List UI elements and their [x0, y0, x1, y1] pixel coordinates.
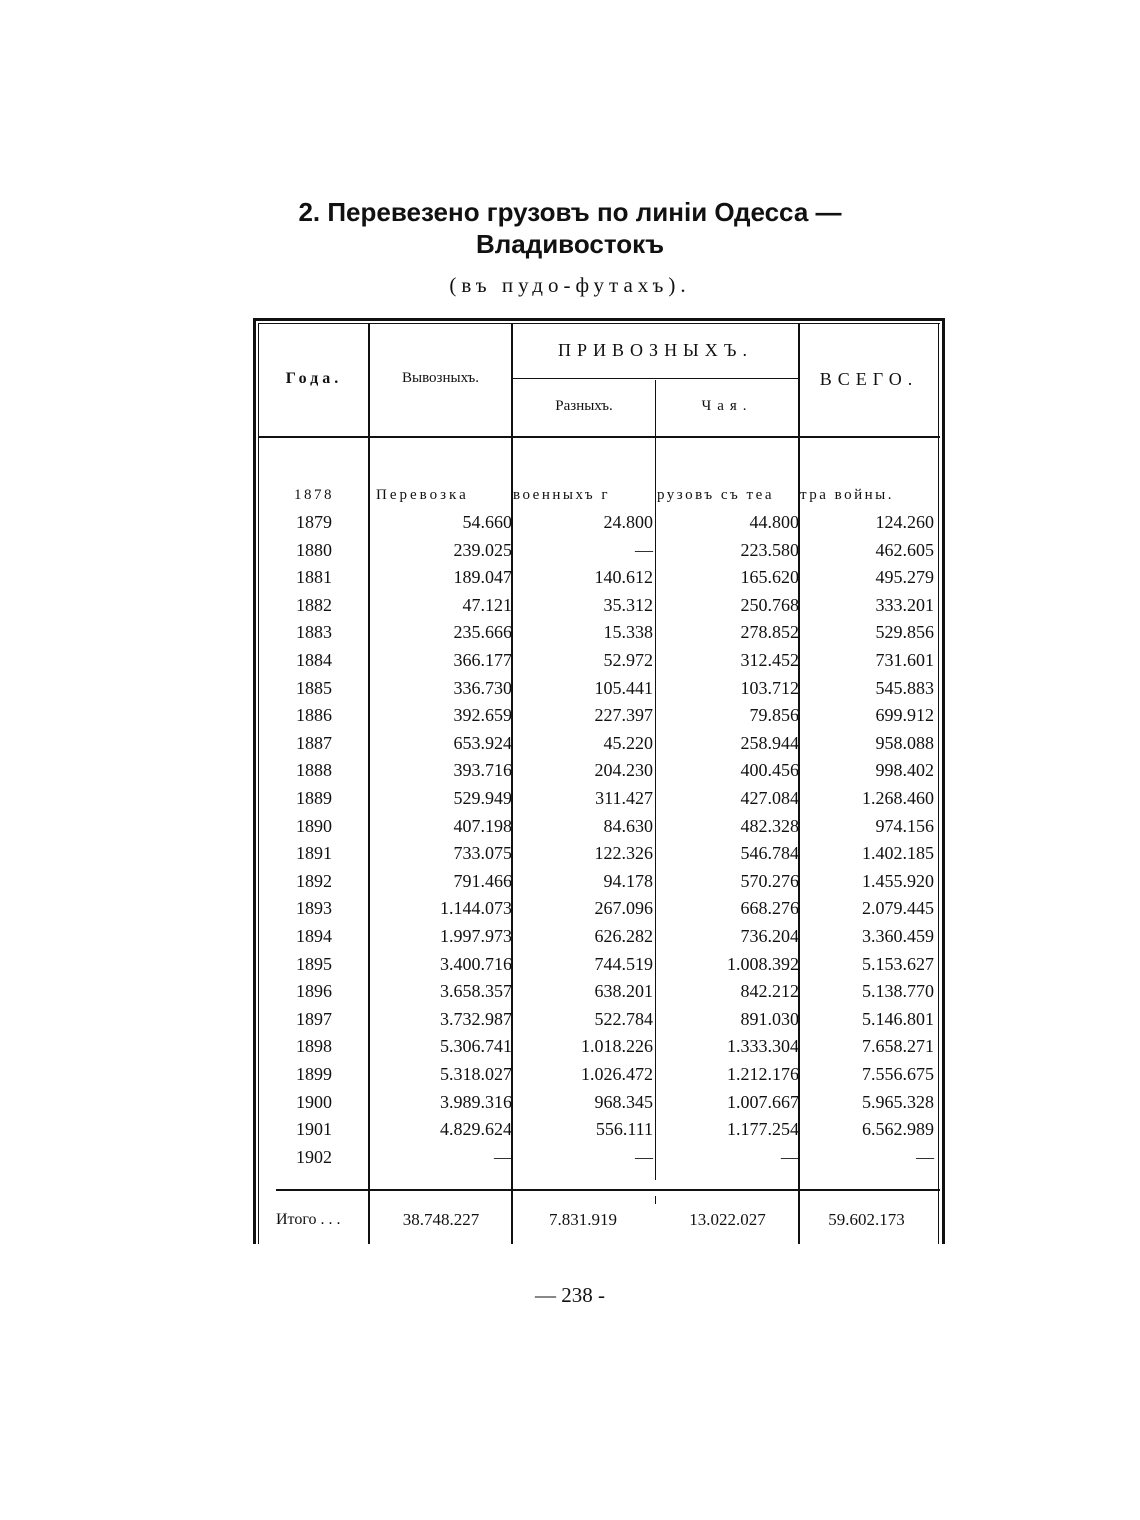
import-tea-cell: 736.204: [740, 926, 799, 946]
export-cell: 336.730: [453, 678, 512, 698]
header-bottom-rule: [258, 436, 940, 438]
export-cell: 1.997.973: [440, 926, 512, 946]
import-tea-cell: 570.276: [740, 871, 799, 891]
import-misc-cell: 84.630: [603, 816, 653, 836]
page-title-line-2: Владивостокъ: [475, 229, 665, 259]
import-misc-cell: 122.326: [594, 843, 653, 863]
import-tea-cell: —: [781, 1147, 799, 1167]
table-row: [256, 867, 942, 895]
year-cell: 1896: [296, 981, 332, 1001]
import-tea-cell: 1.212.176: [727, 1064, 799, 1084]
total-cell: 1.268.460: [862, 788, 934, 808]
export-cell: 529.949: [453, 788, 512, 808]
total-cell: 495.279: [875, 567, 934, 587]
table-row: [256, 674, 942, 702]
total-cell: 5.138.770: [862, 981, 934, 1001]
table-row: [256, 1115, 942, 1143]
import-misc-cell: 1.018.226: [581, 1036, 653, 1056]
year-cell: 1879: [296, 512, 332, 532]
year-cell: 1889: [296, 788, 332, 808]
import-misc-cell: 311.427: [595, 788, 653, 808]
note-segment-4: тра войны.: [800, 487, 895, 503]
header-import-group: ПРИВОЗНЫХЪ.: [558, 340, 753, 360]
total-cell: 1.455.920: [862, 871, 934, 891]
import-misc-cell: 204.230: [594, 760, 653, 780]
year-cell: 1888: [296, 760, 332, 780]
export-cell: 393.716: [453, 760, 512, 780]
import-tea-cell: 842.212: [740, 981, 799, 1001]
year-cell: 1880: [296, 540, 332, 560]
export-cell: 733.075: [453, 843, 512, 863]
export-cell: 392.659: [453, 705, 512, 725]
export-cell: 239.025: [453, 540, 512, 560]
table-row: [256, 508, 942, 536]
year-cell: 1898: [296, 1036, 332, 1056]
year-cell: 1884: [296, 650, 332, 670]
total-cell: 7.556.675: [862, 1064, 934, 1084]
import-tea-cell: 103.712: [740, 678, 799, 698]
import-tea-cell: 79.856: [749, 705, 799, 725]
import-tea-cell: 278.852: [740, 622, 799, 642]
year-cell: 1885: [296, 678, 332, 698]
export-cell: 235.666: [453, 622, 512, 642]
import-tea-cell: 891.030: [740, 1009, 799, 1029]
year-cell: 1901: [296, 1119, 332, 1139]
import-misc-cell: 15.338: [603, 622, 653, 642]
import-tea-cell: 312.452: [740, 650, 799, 670]
import-misc-cell: 522.784: [594, 1009, 653, 1029]
import-misc-cell: 227.397: [594, 705, 653, 725]
total-cell: 731.601: [875, 650, 934, 670]
page-number: — 238 -: [535, 1283, 605, 1307]
total-cell: 5.965.328: [862, 1092, 934, 1112]
total-cell: 7.658.271: [862, 1036, 934, 1056]
import-tea-cell: 1.333.304: [727, 1036, 799, 1056]
table-row: [256, 756, 942, 784]
table-top-border: [253, 318, 945, 321]
year-cell: 1882: [296, 595, 332, 615]
import-misc-cell: 556.111: [595, 1119, 653, 1139]
table-row: [256, 1088, 942, 1116]
year-cell: 1883: [296, 622, 332, 642]
import-tea-cell: 1.007.667: [727, 1092, 799, 1112]
table-row: [256, 839, 942, 867]
import-misc-cell: 1.026.472: [581, 1064, 653, 1084]
note-segment-2: военныхъ г: [513, 487, 611, 503]
total-cell: 699.912: [875, 705, 934, 725]
export-cell: 3.400.716: [440, 954, 512, 974]
import-misc-cell: 626.282: [594, 926, 653, 946]
import-tea-cell: 1.177.254: [727, 1119, 799, 1139]
year-cell: 1892: [296, 871, 332, 891]
total-cell: 974.156: [875, 816, 934, 836]
total-cell: 6.562.989: [862, 1119, 934, 1139]
table-row: [256, 536, 942, 564]
year-cell: 1899: [296, 1064, 332, 1084]
year-cell: 1897: [296, 1009, 332, 1029]
import-misc-cell: —: [635, 1147, 653, 1167]
total-cell: 529.856: [875, 622, 934, 642]
import-misc-cell: 968.345: [594, 1092, 653, 1112]
export-cell: 3.658.357: [440, 981, 512, 1001]
import-tea-cell: 44.800: [749, 512, 799, 532]
year-cell: 1895: [296, 954, 332, 974]
note-segment-3: рузовъ съ теа: [657, 487, 775, 503]
column-divider-misc-lower: [655, 1196, 656, 1204]
table-row: [256, 784, 942, 812]
import-tea-cell: 482.328: [740, 816, 799, 836]
export-cell: 3.989.316: [440, 1092, 512, 1112]
import-misc-cell: 744.519: [594, 954, 653, 974]
import-tea-cell: 427.084: [740, 788, 799, 808]
import-tea-cell: 400.456: [740, 760, 799, 780]
export-cell: 5.318.027: [440, 1064, 512, 1084]
import-misc-cell: 94.178: [603, 871, 653, 891]
table-row: [256, 950, 942, 978]
totals-tea: 13.022.027: [689, 1210, 766, 1229]
import-misc-cell: 638.201: [594, 981, 653, 1001]
totals-row: [256, 1206, 942, 1234]
table-row: [256, 618, 942, 646]
year-cell: 1886: [296, 705, 332, 725]
export-cell: 1.144.073: [440, 898, 512, 918]
year-cell: 1887: [296, 733, 332, 753]
import-misc-cell: 267.096: [594, 898, 653, 918]
total-cell: 958.088: [875, 733, 934, 753]
table-row-1878: [256, 481, 942, 509]
year-cell: 1878: [294, 487, 334, 503]
import-misc-cell: 35.312: [603, 595, 653, 615]
import-misc-cell: 52.972: [603, 650, 653, 670]
table-row: [256, 894, 942, 922]
total-cell: 1.402.185: [862, 843, 934, 863]
import-misc-cell: —: [635, 540, 653, 560]
export-cell: 54.660: [462, 512, 512, 532]
header-year: Года.: [285, 370, 343, 387]
year-cell: 1890: [296, 816, 332, 836]
totals-total: 59.602.173: [828, 1210, 905, 1229]
header-import-tea: Чая.: [701, 398, 753, 414]
import-tea-cell: 258.944: [740, 733, 799, 753]
header-export: Вывозныхъ.: [401, 370, 480, 386]
export-cell: 3.732.987: [440, 1009, 512, 1029]
header-total: ВСЕГО.: [819, 369, 919, 389]
export-cell: 4.829.624: [440, 1119, 512, 1139]
import-tea-cell: 546.784: [740, 843, 799, 863]
total-cell: 545.883: [875, 678, 934, 698]
total-cell: 5.153.627: [862, 954, 934, 974]
import-tea-cell: 165.620: [740, 567, 799, 587]
totals-export: 38.748.227: [402, 1210, 480, 1229]
totals-rule: [276, 1189, 940, 1191]
export-cell: 407.198: [453, 816, 512, 836]
table-row: [256, 1143, 942, 1171]
table-row: [256, 922, 942, 950]
total-cell: 998.402: [875, 760, 934, 780]
total-cell: 2.079.445: [862, 898, 934, 918]
note-segment-1: Перевозка: [376, 487, 469, 503]
table-row: [256, 729, 942, 757]
import-misc-cell: 140.612: [594, 567, 653, 587]
import-tea-cell: 250.768: [740, 595, 799, 615]
totals-label: Итого . . .: [276, 1211, 341, 1228]
total-cell: 462.605: [875, 540, 934, 560]
year-cell: 1902: [296, 1147, 332, 1167]
year-cell: 1900: [296, 1092, 332, 1112]
page-title-line-1: 2. Перевезено грузовъ по линіи Одесса —: [298, 197, 842, 227]
import-tea-cell: 668.276: [740, 898, 799, 918]
totals-misc: 7.831.919: [549, 1210, 617, 1229]
table-row: [256, 1060, 942, 1088]
import-misc-cell: 45.220: [603, 733, 653, 753]
table-subtitle: (въ пудо-футахъ).: [449, 273, 691, 297]
import-misc-cell: 24.800: [603, 512, 653, 532]
total-cell: 5.146.801: [862, 1009, 934, 1029]
import-tea-cell: 1.008.392: [727, 954, 799, 974]
table-row: [256, 591, 942, 619]
year-cell: 1881: [296, 567, 332, 587]
table-row: [256, 1005, 942, 1033]
table-row: [256, 646, 942, 674]
header-import-misc: Разныхъ.: [555, 398, 613, 414]
export-cell: 653.924: [453, 733, 512, 753]
year-cell: 1894: [296, 926, 332, 946]
export-cell: 366.177: [453, 650, 512, 670]
export-cell: —: [494, 1147, 512, 1167]
table-right-border: [942, 318, 945, 1244]
export-cell: 47.121: [462, 595, 512, 615]
total-cell: —: [916, 1147, 934, 1167]
table-top-border-inner: [258, 323, 940, 324]
import-misc-cell: 105.441: [594, 678, 653, 698]
total-cell: 3.360.459: [862, 926, 934, 946]
total-cell: 333.201: [875, 595, 934, 615]
year-cell: 1893: [296, 898, 332, 918]
table-row: [256, 701, 942, 729]
table-row: [256, 977, 942, 1005]
import-group-rule: [513, 378, 798, 379]
export-cell: 189.047: [453, 567, 512, 587]
import-tea-cell: 223.580: [740, 540, 799, 560]
export-cell: 791.466: [453, 871, 512, 891]
table-row: [256, 812, 942, 840]
table-row: [256, 563, 942, 591]
table-row: [256, 1032, 942, 1060]
year-cell: 1891: [296, 843, 332, 863]
total-cell: 124.260: [875, 512, 934, 532]
export-cell: 5.306.741: [440, 1036, 512, 1056]
